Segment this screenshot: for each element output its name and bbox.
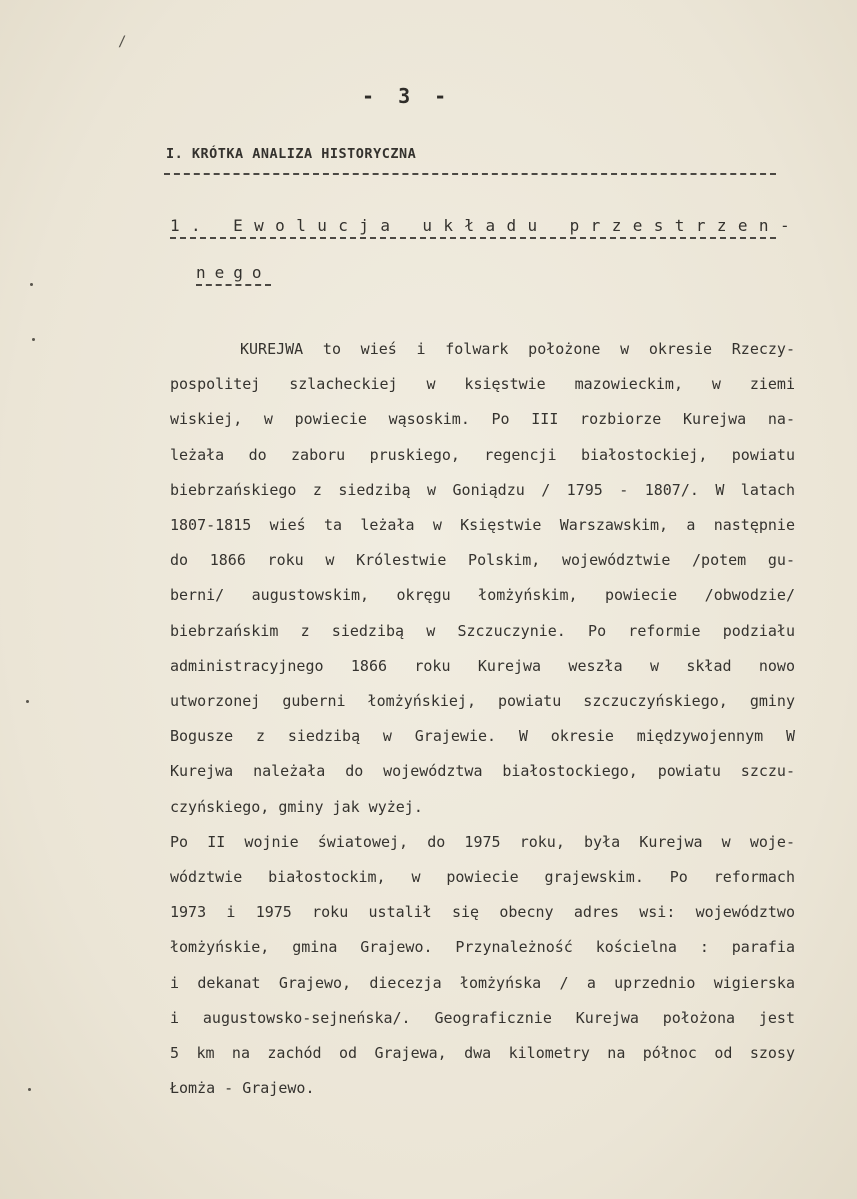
body-line: biebrzańskim z siedzibą w Szczuczynie. Po reformie podziału — [170, 621, 795, 640]
body-line: 1807-1815 wieś ta leżała w Księstwie Warszawskim, a następnie — [170, 516, 795, 535]
subsection-heading-line1: 1. Ewolucja układu przestrzen- — [170, 216, 776, 239]
body-text — [170, 332, 795, 1106]
section-heading: I. KRÓTKA ANALIZA HISTORYCZNA — [166, 146, 417, 162]
body-line: Łomża - Grajewo. — [170, 1079, 315, 1098]
body-line: łomżyńskie, gmina Grajewo. Przynależność kościelna : parafia — [170, 938, 795, 957]
margin-dot — [30, 283, 33, 286]
body-line: 5 km na zachód od Grajewa, dwa kilometry na północ od szosy — [170, 1044, 795, 1063]
body-line: leżała do zaboru pruskiego, regencji białostockiej, powiatu — [170, 445, 795, 464]
page-number: - 3 - — [362, 84, 453, 108]
body-line: administracyjnego 1866 roku Kurejwa weszła w skład nowo — [170, 656, 795, 675]
margin-dot — [26, 700, 29, 703]
margin-slash-mark: / — [118, 34, 127, 50]
body-line: utworzonej guberni łomżyńskiej, powiatu szczuczyńskiego, gminy — [170, 692, 795, 711]
body-line: 1973 i 1975 roku ustalił się obecny adres wsi: województwo — [170, 903, 795, 922]
body-line: biebrzańskiego z siedzibą w Goniądzu / 1795 - 1807/. W latach — [170, 480, 795, 499]
body-line: berni/ augustowskim, okręgu łomżyńskim, powiecie /obwodzie/ — [170, 586, 795, 605]
subsection-heading — [170, 216, 801, 286]
body-line: do 1866 roku w Królestwie Polskim, województwie /potem gu- — [170, 551, 795, 570]
body-line: KUREJWA to wieś i folwark położone w okresie Rzeczy- — [240, 340, 795, 358]
margin-dot — [32, 338, 35, 341]
body-line: wództwie białostockim, w powiecie grajewskim. Po reformach — [170, 868, 795, 887]
body-line: wiskiej, w powiecie wąsoskim. Po III rozbiorze Kurejwa na- — [170, 410, 795, 429]
body-line: Po II wojnie światowej, do 1975 roku, była Kurejwa w woje- — [170, 832, 795, 851]
body-line: i augustowsko-sejneńska/. Geograficznie Kurejwa położona jest — [170, 1008, 795, 1027]
body-line: pospolitej szlacheckiej w księstwie mazowieckim, w ziemi — [170, 375, 795, 394]
body-line: Kurejwa należała do województwa białostockiego, powiatu szczu- — [170, 762, 795, 781]
margin-dot — [28, 1088, 31, 1091]
body-line: czyńskiego, gminy jak wyżej. — [170, 797, 423, 816]
body-line: Bogusze z siedzibą w Grajewie. W okresie międzywojennym W — [170, 727, 795, 746]
subsection-heading-line2: nego — [196, 263, 271, 286]
body-line: i dekanat Grajewo, diecezja łomżyńska / a uprzednio wigierska — [170, 973, 795, 992]
heading-underline — [164, 173, 776, 175]
